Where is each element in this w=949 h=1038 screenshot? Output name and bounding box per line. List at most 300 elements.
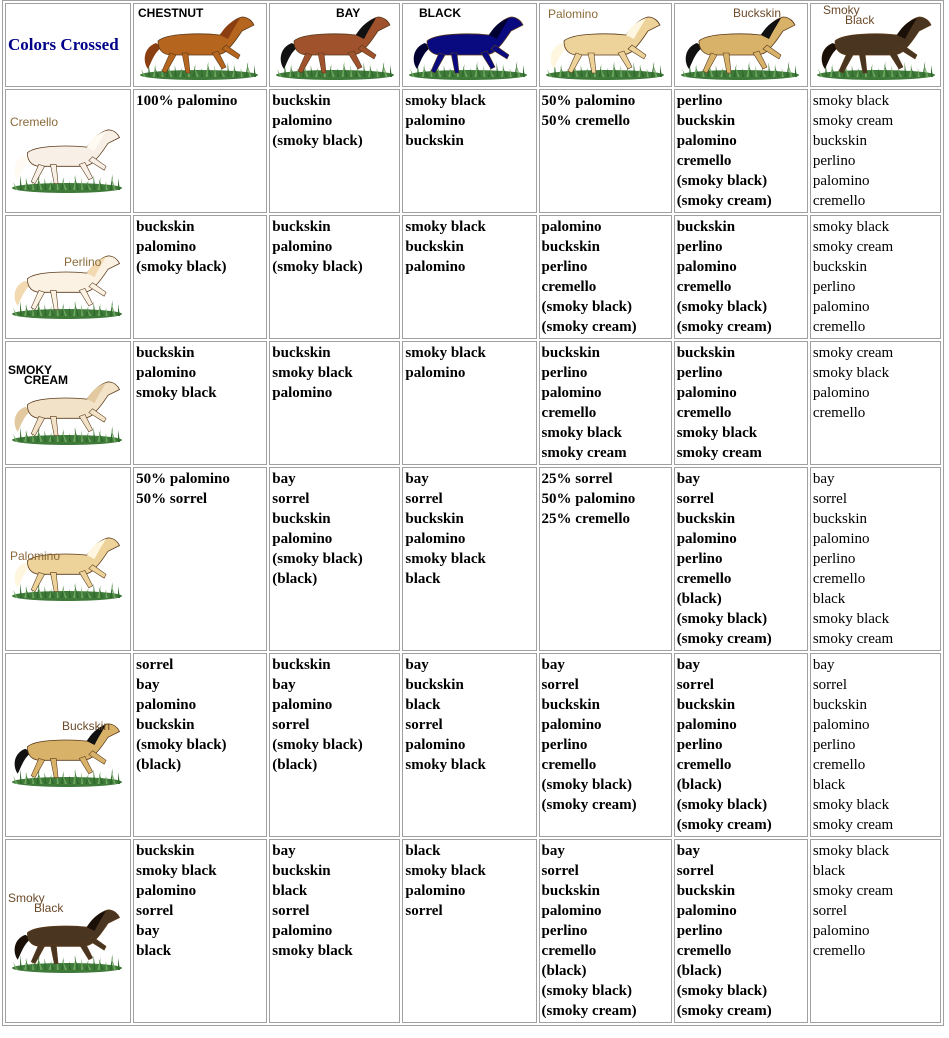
offspring-color: smoky black — [405, 93, 486, 109]
offspring-color: sorrel — [676, 677, 714, 693]
offspring-color: palomino — [541, 219, 602, 235]
offspring-color: (smoky cream) — [676, 631, 772, 647]
cross-cell-perlino-x-buckskin — [674, 215, 808, 339]
horse-leg-back — [31, 416, 44, 435]
offspring-color: perlino — [541, 737, 588, 753]
offspring-color: (smoky cream) — [676, 817, 772, 833]
offspring-color: buckskin — [676, 219, 736, 235]
offspring-color: palomino — [272, 697, 333, 713]
row-label-smoky-cream-line2: CREAM — [24, 373, 68, 387]
offspring-color: cremello — [676, 571, 732, 587]
offspring-color: (smoky cream) — [541, 1003, 637, 1019]
cross-cell-perlino-x-palomino — [539, 215, 672, 339]
offspring-color: palomino — [676, 133, 737, 149]
row-label-buckskin: Buckskin — [62, 719, 111, 733]
offspring-color: palomino — [812, 173, 870, 189]
offspring-color: smoky black — [541, 425, 622, 441]
horse-body — [27, 910, 119, 946]
offspring-color: palomino — [272, 113, 333, 129]
cross-cell-cremello-x-bay — [269, 89, 400, 213]
cross-cell-perlino-x-black — [402, 215, 536, 339]
cross-cell-palomino-x-palomino — [539, 467, 672, 651]
offspring-color: (smoky cream) — [676, 193, 772, 209]
offspring-color: palomino — [676, 259, 737, 275]
grass-blade — [94, 427, 96, 442]
horse-buckskin-icon — [6, 700, 128, 790]
offspring-color: buckskin — [676, 345, 736, 361]
horse-leg-front — [79, 756, 92, 773]
offspring-color: black — [405, 697, 441, 713]
offspring-color: sorrel — [812, 903, 847, 919]
row-label-perlino: Perlino — [64, 255, 102, 269]
grass-blade — [768, 62, 770, 77]
offspring-color: (smoky black) — [136, 737, 227, 753]
horse-leg-front — [348, 51, 362, 69]
offspring-color: black — [405, 571, 441, 587]
offspring-color: sorrel — [541, 677, 579, 693]
offspring-color: buckskin — [405, 133, 464, 149]
horse-smoky-cream-icon — [6, 358, 128, 448]
offspring-color: perlino — [812, 279, 856, 295]
horse-leg-front — [79, 414, 92, 431]
cross-cell-palomino-x-chestnut — [133, 467, 267, 651]
horse-cremello-icon — [6, 106, 128, 196]
offspring-color: buckskin — [136, 219, 195, 235]
col-label-smoky-black-line2: Black — [844, 13, 875, 27]
row-label-smoky-black-line2: Black — [34, 901, 64, 915]
offspring-color: palomino — [812, 531, 870, 547]
offspring-color: (smoky black) — [541, 299, 632, 315]
horse-leg-back2 — [859, 53, 867, 73]
cross-cell-smoky-cream-x-bay — [269, 341, 400, 465]
offspring-color: 100% palomino — [136, 93, 238, 109]
color-cross-table — [2, 0, 944, 1026]
offspring-color: (smoky cream) — [541, 319, 637, 335]
offspring-color: bay — [136, 677, 160, 693]
grass-blade — [118, 178, 120, 190]
cross-cell-palomino-x-smoky-black — [810, 467, 941, 651]
offspring-color: sorrel — [405, 903, 443, 919]
offspring-color: cremello — [676, 405, 732, 421]
offspring-color: palomino — [272, 239, 333, 255]
offspring-color: (smoky cream) — [541, 797, 637, 813]
row-label-palomino: Palomino — [10, 549, 61, 563]
cross-cell-buckskin-x-palomino — [539, 653, 672, 837]
offspring-color: palomino — [676, 903, 737, 919]
offspring-color: cremello — [541, 405, 597, 421]
offspring-color: (smoky black) — [136, 259, 227, 275]
offspring-color: cremello — [676, 153, 732, 169]
horse-body — [158, 17, 254, 55]
horse-leg-back — [31, 572, 44, 591]
offspring-color: buckskin — [272, 863, 331, 879]
offspring-color: (smoky black) — [676, 173, 768, 189]
col-label-smoky-black-line1: Smoky — [822, 5, 860, 17]
offspring-color: buckskin — [272, 511, 331, 527]
offspring-color: perlino — [812, 737, 856, 753]
offspring-color: palomino — [136, 365, 197, 381]
horse-leg-back — [31, 164, 44, 183]
cross-row-palomino — [5, 467, 941, 651]
row-label-smoky-cream-line1: SMOKY — [8, 363, 53, 377]
grass-blade — [904, 62, 906, 77]
grass-blade — [118, 958, 120, 970]
offspring-color: perlino — [812, 153, 856, 169]
offspring-color: (black) — [676, 591, 722, 607]
horse-leg-back2 — [588, 53, 596, 73]
offspring-color: (smoky black) — [676, 299, 768, 315]
offspring-color: (smoky black) — [272, 737, 363, 753]
offspring-color: palomino — [405, 365, 466, 381]
offspring-color: bay — [272, 677, 296, 693]
offspring-color: bay — [676, 471, 701, 487]
offspring-color: buckskin — [272, 219, 331, 235]
cross-cell-perlino-x-bay — [269, 215, 400, 339]
cross-cell-cremello-x-smoky-black — [810, 89, 941, 213]
offspring-color: buckskin — [272, 345, 331, 361]
offspring-color: cremello — [812, 319, 866, 335]
offspring-color: buckskin — [676, 883, 736, 899]
offspring-color: (black) — [541, 963, 587, 979]
horse-leg-front — [79, 162, 92, 179]
offspring-color: smoky cream — [812, 239, 894, 255]
horse-leg-back2 — [451, 53, 459, 73]
offspring-color: smoky cream — [812, 631, 894, 647]
offspring-color: palomino — [405, 531, 466, 547]
horse-leg-back — [31, 944, 44, 963]
horse-body — [27, 382, 119, 418]
row-header-palomino — [5, 467, 131, 651]
cross-row-buckskin — [5, 653, 941, 837]
cross-cell-buckskin-x-bay — [269, 653, 400, 837]
offspring-color: buckskin — [541, 345, 600, 361]
offspring-color: palomino — [676, 717, 737, 733]
horse-palomino-icon — [6, 514, 128, 604]
offspring-color: smoky black — [812, 611, 890, 627]
col-header-chestnut — [133, 3, 267, 87]
cross-cell-buckskin-x-buckskin — [674, 653, 808, 837]
offspring-color: bay — [812, 471, 835, 487]
cross-cell-perlino-x-chestnut — [133, 215, 267, 339]
grass-blade — [254, 65, 256, 77]
horse-buckskin-icon — [675, 5, 805, 85]
cross-cell-smoky-black-x-chestnut — [133, 839, 267, 1023]
offspring-color: smoky black — [405, 219, 486, 235]
offspring-color: smoky black — [812, 219, 890, 235]
grass-blade — [633, 62, 635, 77]
offspring-color: bay — [676, 843, 701, 859]
offspring-color: smoky cream — [541, 445, 627, 461]
offspring-color: buckskin — [812, 133, 867, 149]
cross-cell-cremello-x-buckskin — [674, 89, 808, 213]
offspring-color: (black) — [272, 757, 318, 773]
offspring-color: smoky black — [272, 943, 353, 959]
horse-chestnut-icon — [134, 5, 264, 85]
offspring-color: cremello — [541, 943, 597, 959]
horse-body — [427, 17, 523, 55]
offspring-color: bay — [541, 657, 565, 673]
offspring-color: cremello — [812, 757, 866, 773]
cross-row-smoky-black — [5, 839, 941, 1023]
offspring-color: palomino — [812, 717, 870, 733]
offspring-color: sorrel — [405, 491, 443, 507]
offspring-color: palomino — [136, 883, 197, 899]
offspring-color: bay — [405, 657, 429, 673]
col-header-black — [402, 3, 536, 87]
offspring-color: smoky black — [676, 425, 758, 441]
horse-leg-back2 — [723, 53, 731, 73]
corner-label: Colors Crossed — [5, 3, 131, 87]
offspring-color: palomino — [272, 385, 333, 401]
offspring-color: smoky black — [405, 863, 486, 879]
offspring-color: palomino — [405, 883, 466, 899]
offspring-color: smoky black — [405, 757, 486, 773]
offspring-color: perlino — [676, 239, 723, 255]
offspring-color: (smoky black) — [676, 797, 768, 813]
cross-cell-smoky-black-x-bay — [269, 839, 400, 1023]
cross-cell-smoky-black-x-black — [402, 839, 536, 1023]
offspring-color: (smoky black) — [541, 777, 632, 793]
offspring-color: smoky cream — [812, 817, 894, 833]
horse-smoky-black-icon — [811, 5, 941, 85]
offspring-color: 25% sorrel — [541, 471, 613, 487]
offspring-color: black — [136, 943, 172, 959]
offspring-color: perlino — [676, 923, 723, 939]
offspring-color: perlino — [676, 93, 723, 109]
offspring-color: sorrel — [676, 491, 714, 507]
offspring-color: bay — [136, 923, 160, 939]
offspring-color: sorrel — [405, 717, 443, 733]
offspring-color: cremello — [541, 757, 597, 773]
offspring-color: buckskin — [812, 259, 867, 275]
offspring-color: sorrel — [812, 677, 847, 693]
offspring-color: black — [812, 863, 846, 879]
grass-blade — [118, 586, 120, 598]
cross-cell-palomino-x-bay — [269, 467, 400, 651]
offspring-color: 50% palomino — [541, 93, 636, 109]
offspring-color: palomino — [272, 531, 333, 547]
offspring-color: palomino — [541, 385, 602, 401]
offspring-color: (smoky black) — [676, 611, 768, 627]
offspring-color: sorrel — [541, 863, 579, 879]
offspring-color: buckskin — [136, 717, 195, 733]
cross-cell-smoky-cream-x-palomino — [539, 341, 672, 465]
offspring-color: palomino — [405, 113, 466, 129]
horse-leg-back — [31, 290, 44, 309]
offspring-color: perlino — [541, 365, 588, 381]
col-header-bay — [269, 3, 400, 87]
horse-leg-front — [79, 570, 92, 587]
grass-blade — [94, 301, 96, 316]
offspring-color: sorrel — [272, 491, 310, 507]
offspring-color: sorrel — [272, 717, 310, 733]
offspring-color: (smoky black) — [272, 133, 363, 149]
cross-cell-buckskin-x-smoky-black — [810, 653, 941, 837]
offspring-color: smoky black — [812, 797, 890, 813]
offspring-color: smoky black — [405, 345, 486, 361]
col-header-buckskin — [674, 3, 808, 87]
offspring-color: (black) — [676, 777, 722, 793]
offspring-color: palomino — [812, 299, 870, 315]
offspring-color: bay — [812, 657, 835, 673]
offspring-color: buckskin — [272, 93, 331, 109]
offspring-color: bay — [405, 471, 429, 487]
offspring-color: cremello — [676, 279, 732, 295]
cross-cell-smoky-black-x-smoky-black — [810, 839, 941, 1023]
row-header-smoky-black — [5, 839, 131, 1023]
offspring-color: palomino — [812, 923, 870, 939]
offspring-color: palomino — [405, 259, 466, 275]
cross-cell-smoky-black-x-buckskin — [674, 839, 808, 1023]
offspring-color: cremello — [541, 279, 597, 295]
offspring-color: smoky black — [405, 551, 486, 567]
horse-perlino-icon — [6, 232, 128, 322]
horse-leg-front — [618, 51, 632, 69]
horse-body — [564, 17, 660, 55]
offspring-color: smoky black — [812, 843, 890, 859]
col-label-buckskin: Buckskin — [732, 6, 781, 20]
offspring-color: 50% palomino — [136, 471, 230, 487]
grass-blade — [94, 769, 96, 784]
cross-cell-buckskin-x-chestnut — [133, 653, 267, 837]
offspring-color: palomino — [541, 717, 602, 733]
offspring-color: cremello — [812, 943, 866, 959]
grass-blade — [94, 955, 96, 970]
offspring-color: buckskin — [541, 697, 600, 713]
offspring-color: palomino — [136, 239, 197, 255]
offspring-color: buckskin — [405, 677, 464, 693]
cross-cell-smoky-black-x-palomino — [539, 839, 672, 1023]
col-label-black: BLACK — [419, 6, 462, 20]
offspring-color: smoky cream — [812, 883, 894, 899]
cross-cell-perlino-x-smoky-black — [810, 215, 941, 339]
offspring-color: bay — [541, 843, 565, 859]
offspring-color: buckskin — [541, 239, 600, 255]
row-label-cremello: Cremello — [10, 115, 59, 129]
offspring-color: bay — [676, 657, 701, 673]
offspring-color: black — [405, 843, 441, 859]
offspring-color: palomino — [812, 385, 870, 401]
offspring-color: bay — [272, 843, 296, 859]
grass-blade — [94, 583, 96, 598]
offspring-color: palomino — [136, 697, 197, 713]
row-header-buckskin — [5, 653, 131, 837]
offspring-color: (black) — [136, 757, 182, 773]
offspring-color: palomino — [541, 903, 602, 919]
col-header-smoky-black — [810, 3, 941, 87]
offspring-color: (smoky black) — [272, 259, 363, 275]
row-label-smoky-black-line1: Smoky — [8, 891, 45, 905]
cross-cell-smoky-cream-x-smoky-black — [810, 341, 941, 465]
row-header-perlino — [5, 215, 131, 339]
grass-blade — [94, 175, 96, 190]
offspring-color: smoky black — [812, 93, 890, 109]
offspring-color: buckskin — [272, 657, 331, 673]
offspring-color: cremello — [812, 193, 866, 209]
horse-leg-front — [79, 288, 92, 305]
horse-body — [27, 130, 119, 166]
offspring-color: (smoky black) — [272, 551, 363, 567]
offspring-color: cremello — [676, 943, 732, 959]
offspring-color: (black) — [676, 963, 722, 979]
offspring-color: buckskin — [136, 345, 195, 361]
cross-cell-smoky-cream-x-chestnut — [133, 341, 267, 465]
offspring-color: palomino — [676, 531, 737, 547]
offspring-color: buckskin — [405, 239, 464, 255]
offspring-color: buckskin — [405, 511, 464, 527]
offspring-color: 25% cremello — [541, 511, 630, 527]
offspring-color: sorrel — [676, 863, 714, 879]
horse-leg-front — [481, 51, 495, 69]
row-header-cremello — [5, 89, 131, 213]
horse-palomino-icon — [540, 5, 670, 85]
offspring-color: sorrel — [136, 903, 174, 919]
horse-black-icon — [403, 5, 533, 85]
offspring-color: palomino — [676, 385, 737, 401]
offspring-color: cremello — [676, 757, 732, 773]
cross-cell-palomino-x-black — [402, 467, 536, 651]
offspring-color: smoky cream — [676, 445, 762, 461]
cross-cell-cremello-x-chestnut — [133, 89, 267, 213]
header-row — [5, 3, 941, 87]
grass-blade — [118, 304, 120, 316]
offspring-color: (black) — [272, 571, 318, 587]
horse-leg-front — [79, 942, 92, 959]
offspring-color: (smoky black) — [541, 983, 632, 999]
offspring-color: buckskin — [541, 883, 600, 899]
offspring-color: buckskin — [676, 511, 736, 527]
horse-leg-back2 — [182, 53, 190, 73]
offspring-color: sorrel — [136, 657, 174, 673]
offspring-color: smoky black — [272, 365, 353, 381]
offspring-color: (smoky cream) — [676, 1003, 772, 1019]
offspring-color: smoky black — [136, 863, 217, 879]
horse-body — [699, 17, 795, 55]
offspring-color: perlino — [541, 923, 588, 939]
cross-cell-smoky-cream-x-black — [402, 341, 536, 465]
offspring-color: perlino — [676, 737, 723, 753]
cross-row-smoky-cream — [5, 341, 941, 465]
cross-row-perlino — [5, 215, 941, 339]
grass-blade — [118, 772, 120, 784]
col-label-chestnut: CHESTNUT — [138, 6, 204, 20]
offspring-color: (smoky cream) — [676, 319, 772, 335]
cross-row-cremello — [5, 89, 941, 213]
col-header-palomino — [539, 3, 672, 87]
horse-leg-front — [889, 51, 903, 69]
grass-blade — [118, 430, 120, 442]
offspring-color: black — [272, 883, 308, 899]
col-label-bay: BAY — [336, 6, 361, 20]
offspring-color: smoky cream — [812, 113, 894, 129]
offspring-color: 50% palomino — [541, 491, 636, 507]
offspring-color: smoky cream — [812, 345, 894, 361]
offspring-color: palomino — [405, 737, 466, 753]
offspring-color: buckskin — [812, 697, 867, 713]
horse-leg-back2 — [318, 53, 326, 73]
col-label-palomino: Palomino — [547, 7, 598, 21]
cross-cell-cremello-x-black — [402, 89, 536, 213]
offspring-color: smoky black — [812, 365, 890, 381]
cross-cell-smoky-cream-x-buckskin — [674, 341, 808, 465]
horse-leg-front — [753, 51, 767, 69]
horse-bay-icon — [270, 5, 400, 85]
horse-leg-back — [31, 758, 44, 777]
offspring-color: perlino — [676, 365, 723, 381]
cross-cell-buckskin-x-black — [402, 653, 536, 837]
cross-cell-cremello-x-palomino — [539, 89, 672, 213]
offspring-color: black — [812, 591, 846, 607]
